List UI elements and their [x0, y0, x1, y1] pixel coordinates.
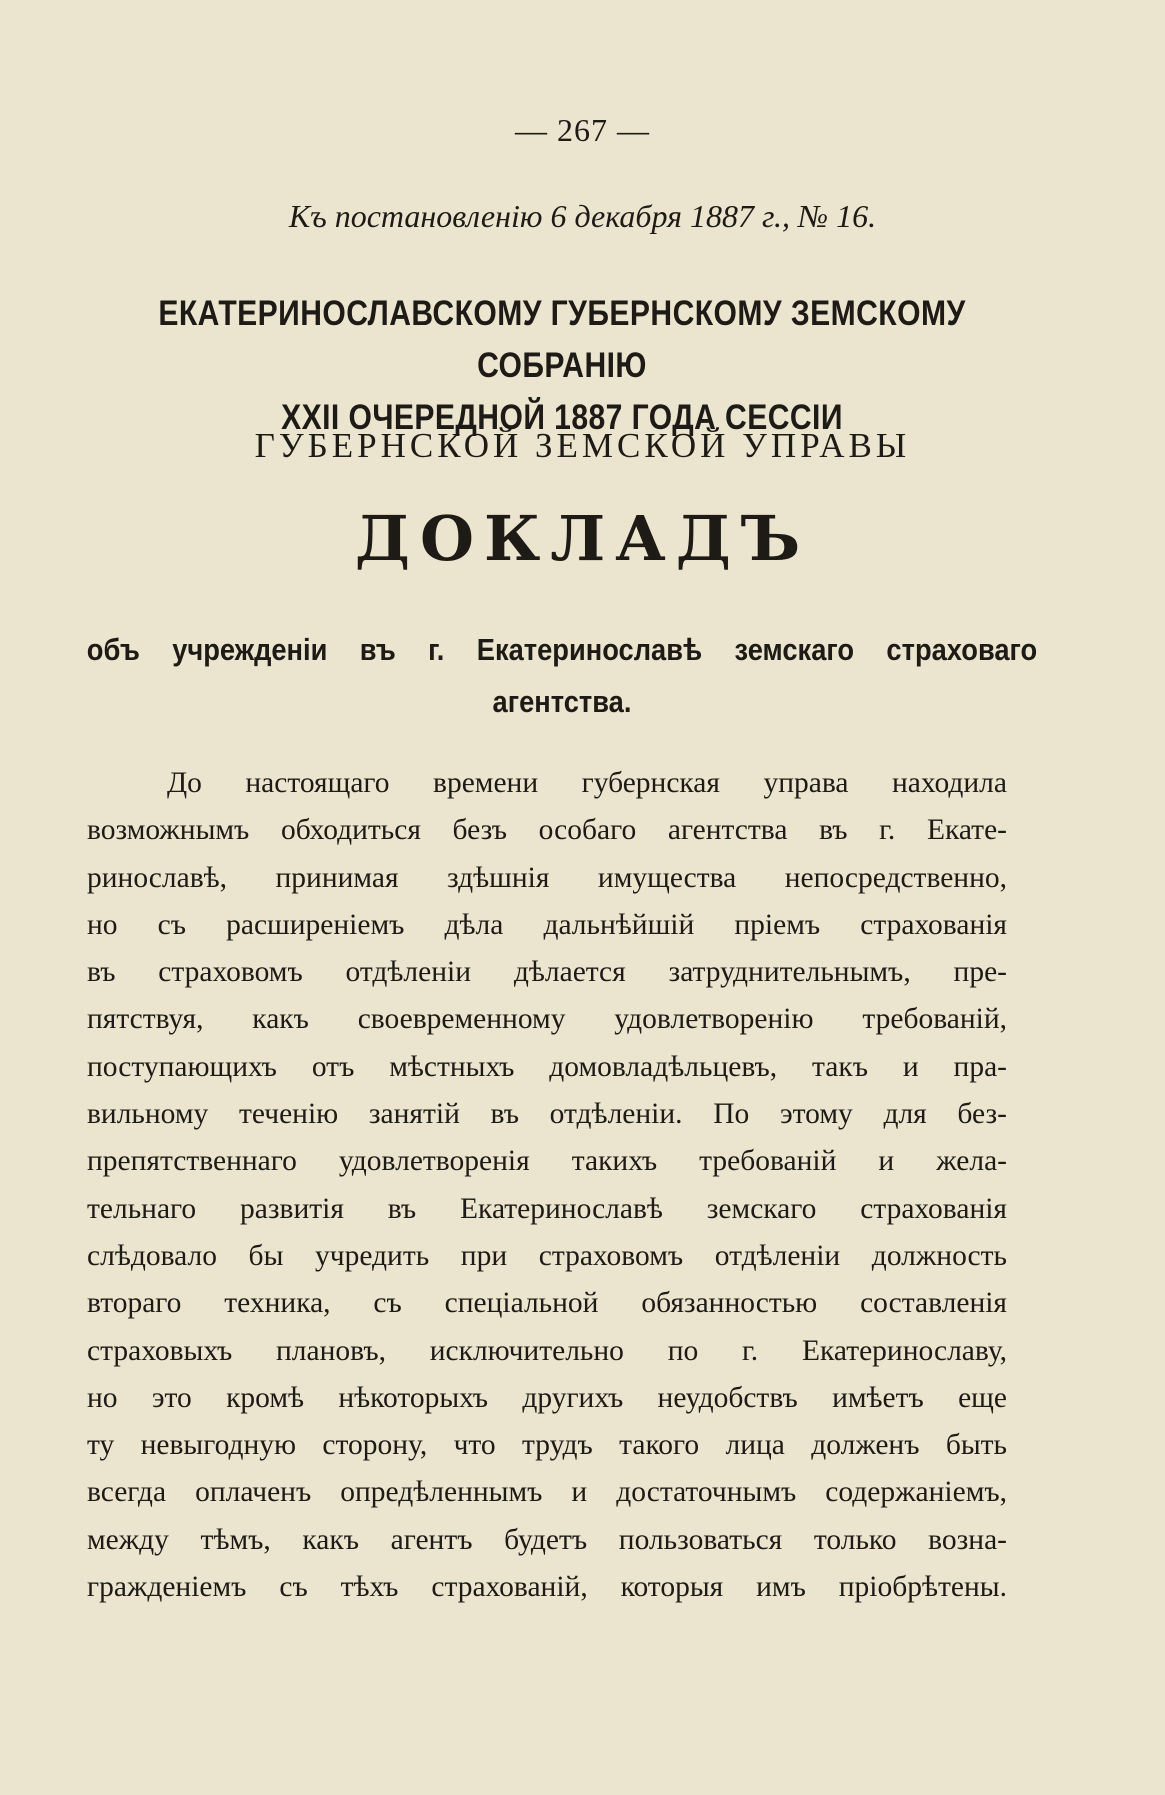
- body-line: втораго техника, съ спеціальной обязанностью составленія: [87, 1287, 1007, 1320]
- body-line: но это кромѣ нѣкоторыхъ другихъ неудобствъ имѣетъ еще: [87, 1381, 1007, 1414]
- addressee-heading: [154, 288, 971, 444]
- addressee-line-1: ЕКАТЕРИНОСЛАВСКОМУ ГУБЕРНСКОМУ ЗЕМСКОМУ СОБРАНІЮ: [158, 294, 966, 385]
- subject-heading: [87, 624, 1037, 728]
- document-title: ДОКЛАДЪ: [354, 502, 811, 575]
- body-line: поступающихъ отъ мѣстныхъ домовладѣльцевъ, такъ и пра-: [87, 1050, 1007, 1083]
- body-line: всегда оплаченъ опредѣленнымъ и достаточнымъ содержаніемъ,: [87, 1476, 1007, 1509]
- annex-reference: Къ постановленію 6 декабря 1887 г., № 16.: [288, 198, 877, 234]
- body-paragraph: [87, 760, 1007, 1611]
- body-line: страховыхъ плановъ, исключительно по г. Екатеринославу,: [87, 1334, 1007, 1367]
- body-line: препятственнаго удовлетворенія такихъ требованій и жела-: [87, 1145, 1007, 1178]
- body-line: но съ расширеніемъ дѣла дальнѣйшій пріемъ страхованія: [87, 908, 1007, 941]
- body-line: гражденіемъ съ тѣхъ страхованій, которыя имъ пріобрѣтены.: [87, 1571, 1007, 1604]
- subject-line-1: объ учрежденіи въ г. Екатеринославѣ земскаго страховаго: [86, 632, 1038, 667]
- body-line: слѣдовало бы учредить при страховомъ отдѣленіи должность: [87, 1239, 1007, 1272]
- body-line: въ страховомъ отдѣленіи дѣлается затруднительнымъ, пре-: [87, 956, 1007, 989]
- body-line: ту невыгодную сторону, что трудъ такого лица долженъ быть: [87, 1429, 1007, 1462]
- body-line: вильному теченію занятій въ отдѣленіи. По этому для без-: [87, 1098, 1007, 1131]
- body-line: пятствуя, какъ своевременному удовлетворенію требованій,: [87, 1003, 1007, 1036]
- body-line: возможнымъ обходиться безъ особаго агентства въ г. Екате-: [87, 814, 1007, 847]
- body-line: До настоящаго времени губернская управа находила: [167, 767, 1007, 799]
- body-line: ринославѣ, принимая здѣшнія имущества непосредственно,: [87, 861, 1007, 894]
- issuer-heading: ГУБЕРНСКОЙ ЗЕМСКОЙ УПРАВЫ: [254, 426, 911, 465]
- subject-line-2: агентства.: [492, 684, 632, 719]
- body-line: между тѣмъ, какъ агентъ будетъ пользоваться только возна-: [87, 1523, 1007, 1556]
- body-line: тельнаго развитія въ Екатеринославѣ земскаго страхованія: [87, 1192, 1007, 1225]
- addressee-line-2: XXII ОЧЕРЕДНОЙ 1887 ГОДА СЕССІИ: [281, 398, 843, 437]
- page-number: — 267 —: [515, 112, 650, 148]
